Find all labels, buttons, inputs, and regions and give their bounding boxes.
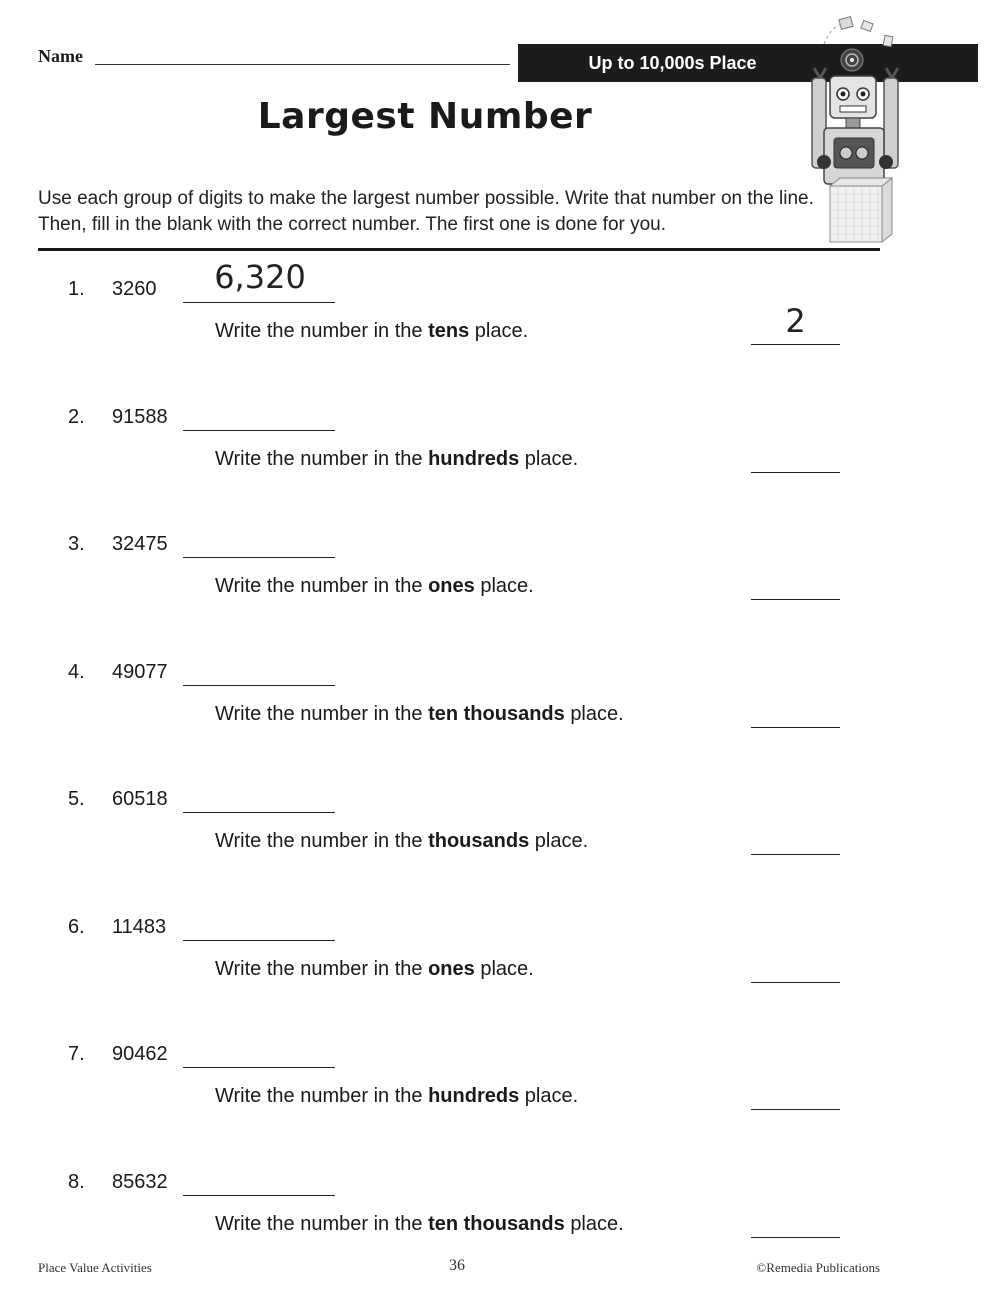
place-value-answer-blank[interactable] [751,599,840,600]
question-number: 4. [68,660,85,683]
place-value-answer-blank[interactable] [751,472,840,473]
place-value-prompt [215,448,578,471]
question-number: 6. [68,915,85,938]
question-item [0,1043,1000,1171]
prompt-text: Write the number in the [215,1085,423,1107]
digit-group: 60518 [112,788,168,810]
question-number: 8. [68,1170,85,1193]
place-name: ten thousands [428,1212,565,1235]
digit-group: 49077 [112,660,168,683]
instructions: Use each group of digits to make the largest number possible. Write that number on the line. Then, fill in the blank with the correct number. The first one is done for you. [38,188,814,235]
place-value-answer-blank[interactable] [751,1109,840,1110]
prompt-text: Write the number in the [215,575,423,597]
footer-publisher: ©Remedia Publications [756,1260,880,1275]
footer-book-title: Place Value Activities [38,1260,152,1275]
digit-group: 3260 [112,278,157,300]
place-value-prompt [215,320,528,343]
largest-number-answer-line[interactable] [183,430,335,431]
place-name: thousands [428,830,530,852]
largest-number-answer-line[interactable] [183,812,335,813]
question-number: 7. [68,1043,85,1065]
largest-number-answer-line[interactable] [183,1195,335,1196]
question-item [0,916,1000,1044]
prompt-text-end: place. [524,447,579,470]
place-name: tens [428,320,470,342]
place-value-answer: 2 [785,302,806,340]
largest-number-answer-line[interactable] [183,940,335,941]
question-number: 3. [68,533,85,555]
prompt-text-end: place. [570,1212,624,1235]
prompt-text: Write the number in the [215,702,423,725]
place-value-prompt [215,1085,578,1108]
question-number: 2. [68,405,85,428]
largest-number-answer-line[interactable] [183,302,335,303]
place-value-answer-blank[interactable] [751,854,840,855]
place-name: hundreds [428,447,520,470]
prompt-text-end: place. [480,575,534,597]
name-label: Name [38,46,83,66]
place-value-prompt [215,703,624,726]
largest-number-answer-line[interactable] [183,557,335,558]
question-item [0,258,1000,406]
page-number: 36 [449,1257,465,1274]
name-input-line[interactable] [95,64,510,65]
place-value-answer-blank[interactable] [751,982,840,983]
header-divider [38,248,880,251]
digit-group: 90462 [112,1043,168,1065]
question-number: 5. [68,788,85,810]
place-value-answer-blank[interactable] [751,344,840,345]
digit-group: 85632 [112,1170,168,1193]
largest-number-answer: 6,320 [214,258,306,296]
place-name: ones [428,957,475,980]
place-name: hundreds [428,1085,520,1107]
page-title: Largest Number [257,96,593,137]
question-item [0,788,1000,916]
banner-text: Up to 10,000s Place [588,53,757,73]
prompt-text-end: place. [474,320,529,342]
prompt-text-end: place. [570,702,624,725]
prompt-text-end: place. [524,1085,579,1107]
place-value-prompt [215,830,588,853]
prompt-text-end: place. [480,957,534,980]
prompt-text: Write the number in the [215,830,423,852]
digit-group: 11483 [112,915,167,938]
question-item [0,533,1000,661]
largest-number-answer-line[interactable] [183,1067,335,1068]
prompt-text: Write the number in the [215,1212,423,1235]
question-item [0,661,1000,789]
place-value-answer-blank[interactable] [751,1237,840,1238]
prompt-text: Write the number in the [215,957,423,980]
prompt-text-end: place. [534,830,589,852]
digit-group: 91588 [112,405,168,428]
prompt-text: Write the number in the [215,447,423,470]
question-number: 1. [68,278,85,300]
question-item [0,406,1000,534]
prompt-text: Write the number in the [215,320,423,342]
place-value-prompt [215,1213,624,1236]
place-name: ones [428,575,475,597]
question-item [0,1171,1000,1299]
place-value-prompt [215,575,534,598]
largest-number-answer-line[interactable] [183,685,335,686]
place-name: ten thousands [428,702,565,725]
place-value-answer-blank[interactable] [751,727,840,728]
digit-group: 32475 [112,533,168,555]
place-value-prompt [215,958,534,981]
